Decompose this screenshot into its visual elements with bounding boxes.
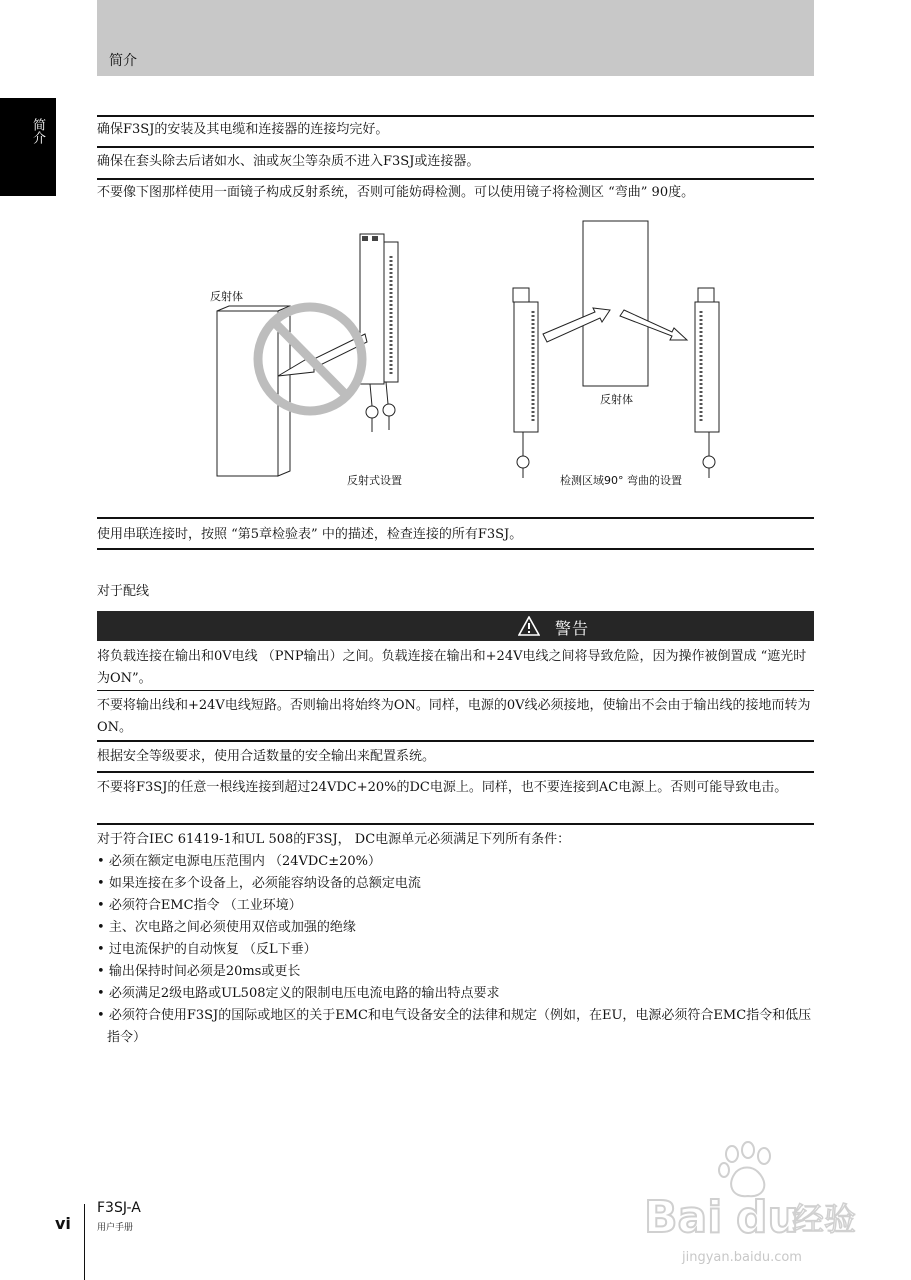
list-item: • 过电流保护的自动恢复 （反L下垂） (97, 939, 817, 961)
list-item: • 必须符合EMC指令 （工业环境） (97, 895, 817, 917)
divider (97, 823, 814, 825)
list-item: • 如果连接在多个设备上，必须能容纳设备的总额定电流 (97, 873, 817, 895)
conditions-list (97, 851, 817, 1049)
conditions-intro: 对于符合IEC 61419-1和UL 508的F3SJ， DC电源单元必须满足下列所有条件： (97, 832, 571, 847)
section-title: 简介 (109, 53, 137, 69)
note-install: 确保F3SJ的安装及其电缆和连接器的连接均完好。 (97, 122, 389, 137)
side-chapter-tab (0, 98, 56, 196)
divider (97, 690, 814, 691)
list-item: • 输出保持时间必须是20ms或更长 (97, 961, 817, 983)
watermark-url: jingyan.baidu.com (682, 1250, 802, 1265)
note-series-connection: 使用串联连接时，按照 “第5章检验表” 中的描述，检查连接的所有F3SJ。 (97, 527, 523, 542)
footer-model: F3SJ-A (97, 1200, 141, 1216)
divider (97, 548, 814, 550)
right-caption: 检测区域90° 弯曲的设置 (560, 474, 682, 487)
warning-item: 根据安全等级要求，使用合适数量的安全输出来配置系统。 (97, 749, 436, 764)
warning-item: 不要将输出线和+24V电线短路。否则输出将始终为ON。同样，电源的0V线必须接地，使输出不会由于输出线的接地而转为ON。 (97, 698, 811, 735)
left-reflector-label: 反射体 (210, 290, 243, 303)
divider (97, 740, 814, 742)
right-sensor-right (695, 288, 719, 478)
baidu-watermark (640, 1140, 880, 1250)
wiring-section-label: 对于配线 (97, 584, 150, 599)
header-band (97, 0, 814, 76)
warning-label: 警告 (555, 619, 590, 638)
divider (97, 178, 814, 180)
power-conditions (97, 829, 817, 1049)
watermark-bai: Bai (644, 1192, 723, 1243)
warning-bar (97, 611, 814, 641)
warning-item: 将负载连接在输出和0V电线 （PNP输出）之间。负载连接在输出和+24V电线之间将导致危险，因为操作被倒置成 “遮光时为ON”。 (97, 649, 807, 686)
warning-item: 不要将F3SJ的任意一根线连接到超过24VDC+20%的DC电源上。同样，也不要连接到AC电源上。否则可能导致电击。 (97, 780, 788, 795)
watermark-du: du (736, 1192, 799, 1243)
list-item: • 必须在额定电源电压范围内 （24VDC±20%） (97, 851, 817, 873)
list-item: • 必须符合使用F3SJ的国际或地区的关于EMC和电气设备安全的法律和规定（例如，在EU，电源必须符合EMC指令和低压指令） (97, 1005, 817, 1049)
right-reflector-label: 反射体 (600, 393, 633, 406)
right-sensor-left (513, 288, 538, 478)
footer-divider (84, 1204, 85, 1280)
divider (97, 771, 814, 773)
divider (97, 517, 814, 519)
left-caption: 反射式设置 (347, 474, 402, 487)
list-item: • 必须满足2级电路或UL508定义的限制电压电流电路的输出特点要求 (97, 983, 817, 1005)
note-contaminants: 确保在套头除去后诸如水、油或灰尘等杂质不进入F3SJ或连接器。 (97, 154, 480, 169)
right-reflector-panel (583, 221, 648, 386)
side-tab-label: 简介 (30, 118, 45, 144)
warning-triangle-icon (518, 616, 540, 636)
divider (97, 115, 814, 117)
note-mirror: 不要像下图那样使用一面镜子构成反射系统，否则可能妨碍检测。可以使用镜子将检测区 “弯曲” 90度。 (97, 185, 695, 200)
page-number: vi (55, 1214, 71, 1233)
footer-manual-label: 用户手册 (97, 1223, 134, 1233)
list-item: • 主、次电路之间必须使用双倍或加强的绝缘 (97, 917, 817, 939)
mirror-setup-figure (190, 216, 720, 496)
watermark-jingyan: 经验 (792, 1200, 857, 1238)
divider (97, 146, 814, 148)
